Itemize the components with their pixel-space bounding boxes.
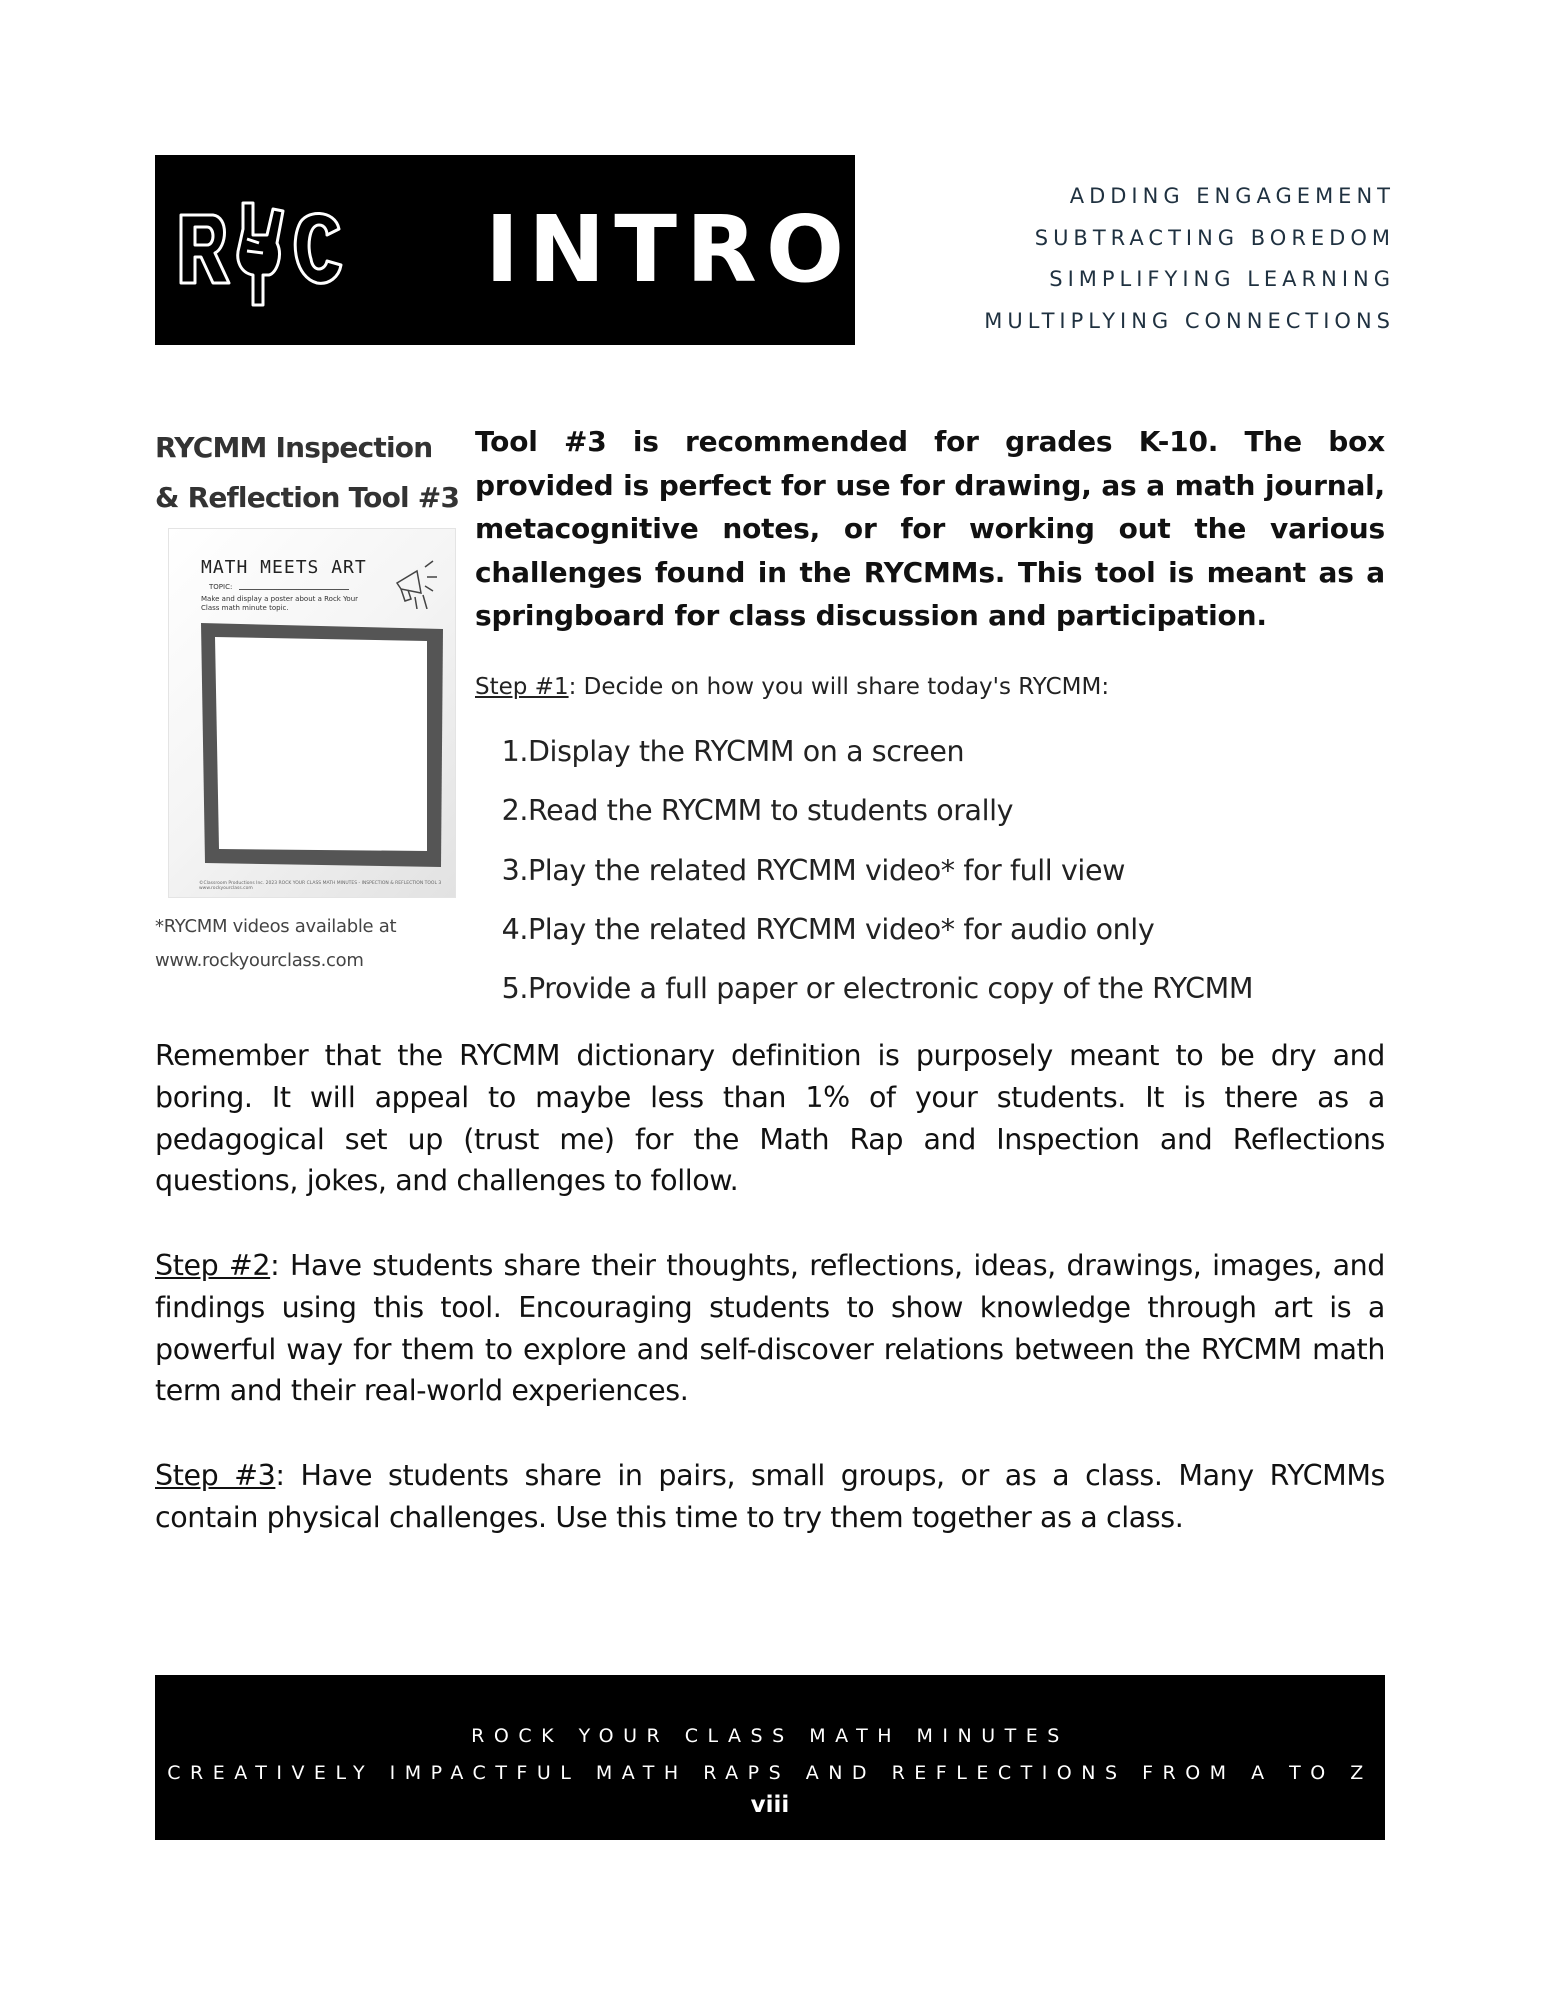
footer-banner — [155, 1675, 1385, 1840]
megaphone-icon — [387, 553, 443, 609]
thumbnail-footer: ©Classroom Productions Inc. 2023 ROCK YOUR CLASS MATH MINUTES - INSPECTION & REFLECTION TOOL 3 www.rockyourclass.com — [199, 881, 442, 891]
list-item — [500, 900, 1253, 959]
tagline: SUBTRACTING BOREDOM — [1034, 225, 1395, 250]
list-item — [500, 841, 1253, 900]
step-2 — [155, 1245, 1385, 1412]
step-1 — [475, 674, 1109, 700]
video-caption — [155, 910, 396, 978]
tool-title-line: RYCMM Inspection — [155, 431, 433, 464]
list-number: 4. — [501, 912, 528, 946]
list-number: 1. — [501, 735, 528, 768]
list-text: Display the RYCMM on a screen — [528, 735, 965, 768]
tool-title-line: & Reflection Tool #3 — [155, 481, 460, 514]
footer-series-title: ROCK YOUR CLASS MATH MINUTES — [471, 1725, 1069, 1747]
list-text: Read the RYCMM to students orally — [528, 794, 1014, 828]
tagline: MULTIPLYING CONNECTIONS — [984, 308, 1395, 333]
share-options-list — [500, 722, 1253, 1018]
paragraph-definition: Remember that the RYCMM dictionary definition is purposely meant to be dry and boring. It will appeal to maybe less than 1% of your students. It is there as a pedagogical set up (trust me) for the Math Rap and Inspection and Reflections questions, jokes, and challenges to follow. — [155, 1039, 1385, 1198]
step-3 — [155, 1455, 1385, 1539]
intro-paragraph: Tool #3 is recommended for grades K-10. The box provided is perfect for use for drawing, as a math journal, metacognitive notes, or for working out the various challenges found in the RYCMMs. This tool is meant as a springboard for class discussion and participation. — [475, 425, 1385, 632]
step-1-label: Step #1 — [475, 674, 569, 700]
caption-line: www.rockyourclass.com — [155, 950, 364, 971]
ryc-logo — [177, 195, 347, 310]
thumbnail-title: MATH MEETS ART — [201, 557, 367, 578]
step-2-text: : Have students share their thoughts, reflections, ideas, drawings, images, and findings using this tool. Encouraging students to show knowledge through art is a powerful way for them to explore and self-discover relations between the RYCMM math term and their real-world experiences. — [155, 1249, 1385, 1408]
tagline: SIMPLIFYING LEARNING — [1049, 267, 1395, 291]
list-item — [500, 781, 1253, 840]
list-number: 3. — [501, 853, 528, 887]
list-text: Play the related RYCMM video* for full view — [528, 853, 1125, 887]
thumbnail-topic-line — [239, 589, 349, 590]
step-1-text: : Decide on how you will share today's RYCMM: — [568, 674, 1110, 700]
tagline: ADDING ENGAGEMENT — [1069, 184, 1395, 208]
list-number: 5. — [501, 972, 528, 1006]
drawing-box-frame — [197, 619, 447, 869]
caption-line: *RYCMM videos available at — [155, 916, 397, 937]
tool-title — [155, 423, 465, 523]
footer-subtitle: CREATIVELY IMPACTFUL MATH RAPS AND REFLECTIONS FROM A TO Z — [167, 1762, 1373, 1784]
tagline-list — [984, 176, 1395, 342]
list-number: 2. — [501, 794, 528, 828]
step-2-label: Step #2 — [155, 1249, 271, 1282]
thumbnail-topic-label: TOPIC: — [209, 583, 233, 591]
list-item — [500, 959, 1253, 1018]
worksheet-thumbnail — [168, 528, 456, 898]
step-3-text: : Have students share in pairs, small groups, or as a class. Many RYCMMs contain physical challenges. Use this time to try them together as a class. — [155, 1459, 1385, 1534]
step-3-label: Step #3 — [155, 1459, 276, 1492]
page-number: viii — [750, 1792, 790, 1818]
thumbnail-instructions: Make and display a poster about a Rock Your Class math minute topic. — [201, 595, 359, 612]
list-text: Play the related RYCMM video* for audio only — [528, 912, 1155, 946]
page-title: INTRO — [485, 196, 854, 303]
list-item — [500, 722, 1253, 781]
header-banner — [155, 155, 855, 345]
list-text: Provide a full paper or electronic copy of the RYCMM — [528, 972, 1254, 1006]
